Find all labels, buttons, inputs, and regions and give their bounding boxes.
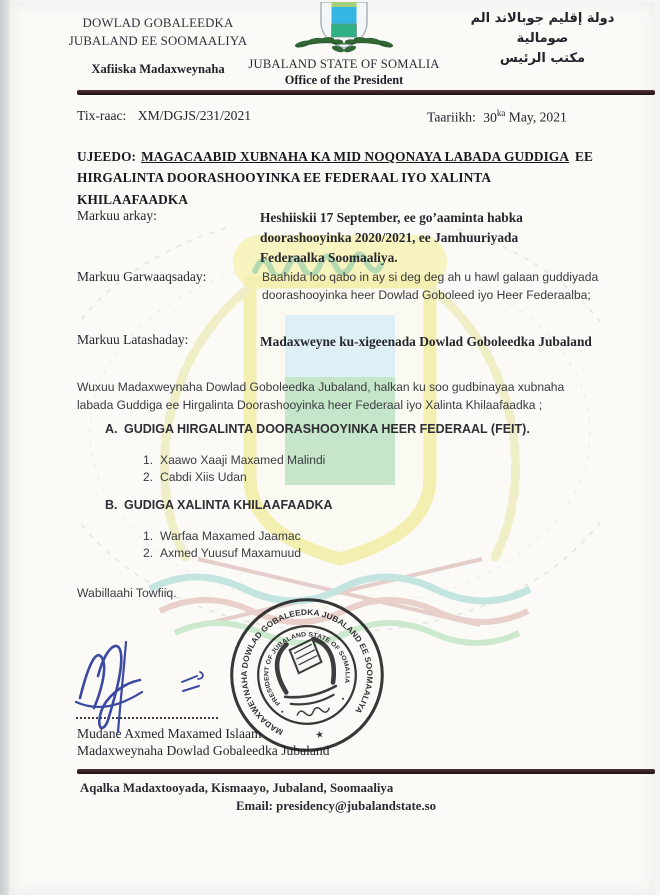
date-label: Taariikh: [427, 109, 476, 125]
clause-label: Markuu Latashaday: [77, 332, 189, 347]
list-item [143, 529, 301, 543]
jubaland-emblem-icon [291, 2, 397, 56]
stamp-inner-text: PRESIDENT OF JUBALAND STATE OF SOMALIA [263, 631, 351, 707]
header-office-somali: Xafiiska Madaxweynaha [91, 62, 225, 76]
org-line1: DOWLAD GOBALEEDKA [82, 16, 234, 30]
header-org-name [62, 15, 254, 51]
clause-label: Markuu arkay: [77, 208, 157, 223]
section-a-heading [105, 422, 625, 436]
item-number: 2. [143, 470, 154, 484]
presidential-stamp [201, 569, 412, 780]
item-number: 2. [143, 546, 154, 560]
subject-line2: HIRGALINTA DOORASHOOYINKA EE FEDERAAL IYO XALINTA KHILAAFAADKA [77, 170, 491, 207]
item-number: 1. [143, 529, 154, 543]
list-item [143, 453, 325, 467]
reference-label: Tix-raac: [77, 108, 127, 123]
clause-text: Madaxweyne ku-xigeenada Dowlad Goboleedka Jubaland [260, 334, 592, 349]
reference-number [77, 108, 251, 124]
subject-underlined: MAGACAABID XUBNAHA KA MID NOQONAYA LABADA GUDDIGA [141, 149, 570, 164]
section-title: GUDIGA HIRGALINTA DOORASHOOYINKA HEER FEDERAAL (FEIT). [124, 422, 530, 436]
stamp-outer-text: MADAXWEYNAHA DOWLAD GOBALEEDKA JUBALAND EE SOOMAALIYA [239, 607, 375, 737]
subject-line1 [77, 146, 601, 167]
list-item [143, 470, 247, 484]
header-office-english: Office of the President [284, 73, 404, 87]
clause-label: Markuu Garwaaqsaday: [77, 269, 207, 284]
arabic-line2: مكتب الرئيس [499, 51, 586, 67]
subject-suffix: EE [575, 149, 593, 164]
list-item [143, 546, 301, 560]
section-letter: B. [105, 498, 118, 512]
section-b-heading [105, 498, 625, 512]
date-day: 30 [483, 109, 497, 125]
letter-page [10, 2, 655, 895]
arabic-line1: دولة إقليم جوبالاند الم صومالية [470, 11, 615, 47]
member-name: Xaawo Xaaji Maxamed Malindi [160, 453, 326, 467]
member-name: Warfaa Maxamed Jaamac [160, 529, 301, 543]
header-state-english: JUBALAND STATE OF SOMALIA [248, 57, 440, 71]
member-name: Axmed Yuusuf Maxamuud [160, 546, 301, 560]
section-title: GUDIGA XALINTA KHILAAFAADKA [124, 498, 333, 512]
date [427, 108, 567, 126]
header-arabic [450, 9, 635, 69]
signatory-name: Mudane Axmed Maxamed Islaam [77, 726, 262, 741]
body-paragraph: Wuxuu Madaxweynaha Dowlad Goboleedka Jubaland, halkan ku soo gudbinayaa xubnaha labada Guddiga ee Hirgalinta Doorashooyinka heer Federaal iyo Xalinta Khilaafaadka ; [77, 380, 565, 412]
stamp-star: ★ [315, 729, 325, 740]
member-name: Cabdi Xiis Udan [160, 470, 247, 484]
signatory-title: Madaxweynaha Dowlad Gobaleedka Jubaland [77, 743, 330, 758]
clause-text: Baahida loo qabo in ay si deg deg ah u hawl galaan guddiyada doorashooyinka heer Dowlad Goboleed iyo Heer Federaalba; [262, 270, 599, 302]
date-rest: May, 2021 [508, 109, 567, 125]
subject-prefix: UJEEDO: [77, 149, 137, 164]
closing-phrase: Wabillaahi Towfiiq. [77, 586, 177, 600]
subject-heading [77, 146, 601, 210]
org-line2: JUBALAND EE SOOMAALIYA [68, 33, 248, 48]
svg-text:•: • [280, 707, 285, 717]
item-number: 1. [143, 453, 154, 467]
reference-value: XM/DGJS/231/2021 [137, 108, 252, 123]
footer-divider [77, 769, 655, 774]
header-divider [77, 90, 655, 95]
clause-text: Heshiiskii 17 September, ee go’aaminta habka doorashooyinka 2020/2021, ee Jamhuuriyada Federaalka Soomaaliya. [260, 210, 523, 266]
footer-email: Email: presidency@jubalandstate.so [235, 799, 437, 813]
svg-text:•: • [340, 694, 346, 704]
date-ordinal: ka [496, 108, 506, 118]
footer-address: Aqalka Madaxtooyada, Kismaayo, Jubaland, Soomaaliya [80, 781, 394, 795]
section-letter: A. [105, 422, 118, 436]
